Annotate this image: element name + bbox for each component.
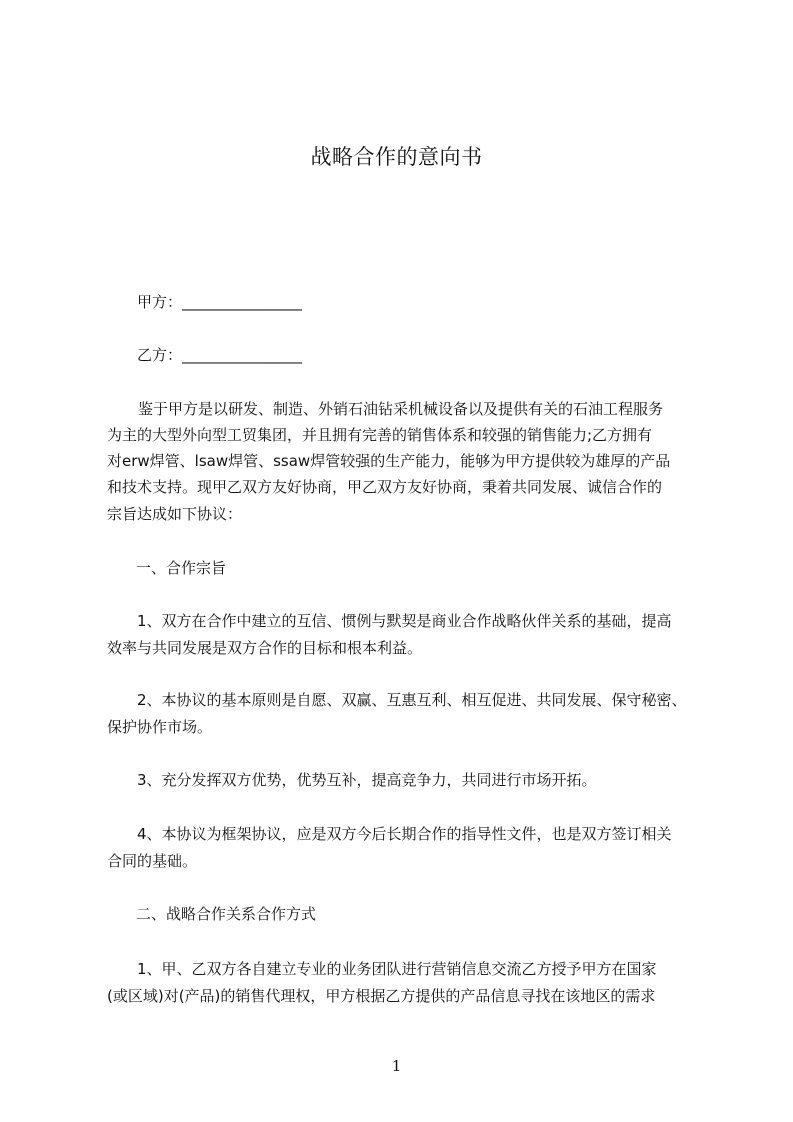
section-2-heading: 二、战略合作关系合作方式 <box>136 905 317 923</box>
clause-line: 2、本协议的基本原则是自愿、双赢、互惠互利、相互促进、共同发展、保守秘密、 <box>137 691 687 709</box>
document-title: 战略合作的意向书 <box>310 145 483 169</box>
clause-line: 效率与共同发展是双方合作的目标和根本利益。 <box>107 639 423 657</box>
party-b-line: 乙方：________________ <box>137 346 303 364</box>
clause-line: 合同的基础。 <box>107 852 198 870</box>
page-number: 1 <box>391 1057 402 1075</box>
preamble-line: 和技术支持。现甲乙双方友好协商，甲乙双方友好协商，秉着共同发展、诚信合作的 <box>107 478 663 496</box>
clause-line: (或区域)对(产品)的销售代理权，甲方根据乙方提供的产品信息寻找在该地区的需求 <box>107 987 656 1005</box>
clause-line: 保护协作市场。 <box>107 718 213 736</box>
preamble-line: 宗旨达成如下协议： <box>107 505 243 523</box>
party-a-line: 甲方：________________ <box>137 293 303 311</box>
section-1-clause-3: 3、充分发挥双方优势，优势互补，提高竞争力，共同进行市场开拓。 <box>137 771 597 789</box>
preamble-line: 为主的大型外向型工贸集团，并且拥有完善的销售体系和较强的销售能力;乙方拥有 <box>107 426 653 444</box>
clause-line: 1、甲、乙双方各自建立专业的业务团队进行营销信息交流乙方授予甲方在国家 <box>137 960 657 978</box>
preamble-line: 鉴于甲方是以研发、制造、外销石油钻采机械设备以及提供有关的石油工程服务 <box>138 400 664 418</box>
clause-line: 1、双方在合作中建立的互信、惯例与默契是商业合作战略伙伴关系的基础，提高 <box>137 612 672 630</box>
section-1-heading: 一、合作宗旨 <box>136 559 227 577</box>
clause-line: 4、本协议为框架协议，应是双方今后长期合作的指导性文件，也是双方签订相关 <box>137 825 672 843</box>
preamble-line: 对erw焊管、lsaw焊管、ssaw焊管较强的生产能力，能够为甲方提供较为雄厚的产品 <box>107 452 671 470</box>
